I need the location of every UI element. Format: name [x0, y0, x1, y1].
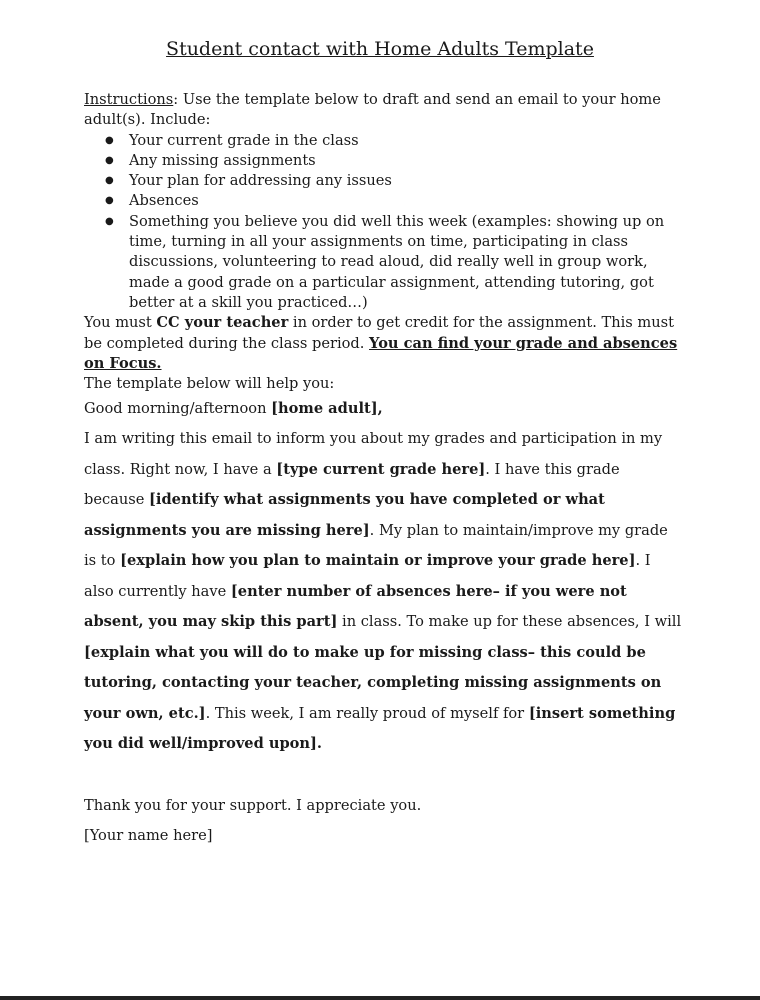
body-text-5: in class. To make up for these absences, I will — [337, 613, 682, 630]
document-title: Student contact with Home Adults Template — [166, 38, 594, 60]
email-greeting — [84, 394, 684, 424]
placeholder-absences: [enter number of absences here– if you were not absent, you may skip this part] — [84, 582, 627, 630]
email-signature: [Your name here] — [84, 826, 213, 844]
placeholder-makeup: [explain what you will do to make up for missing class– this could be tutoring, contacting your teacher, completing missing assignments on your own, etc.] — [84, 643, 662, 722]
cc-post-text: in order to get credit for the assignment. This must be completed during the class period. — [84, 314, 675, 352]
email-body-paragraph — [84, 424, 684, 760]
body-text-6: . This week, I am really proud of myself for — [205, 704, 529, 722]
placeholder-grade: [type current grade here] — [276, 460, 486, 478]
focus-note: You can find your grade and absences on Focus. — [84, 334, 678, 372]
bullet-item-did-well: ● Something you believe you did well this week (examples: showing up on time, turning in all your assignments on time, participating in class discussions, volunteering to read aloud, did really well in group work, made a good grade on a particular assignment, attending tutoring, got better at a skill you practiced…) — [129, 212, 684, 313]
cc-pre-text: You must — [84, 314, 157, 332]
bullet-item-absences: ● Absences — [129, 191, 684, 211]
body-text-4: . I also currently have — [84, 552, 651, 600]
placeholder-assignments: [identify what assignments you have completed or what assignments you are missing here] — [84, 491, 605, 539]
bullet-item-plan: ● Your plan for addressing any issues — [129, 171, 684, 191]
page-bottom-edge — [0, 996, 760, 1000]
cc-teacher-emphasis: CC your teacher — [156, 314, 289, 332]
paragraph-spacer — [84, 760, 684, 791]
body-text-1: I am writing this email to inform you about my grades and participation in my class. Right now, I have a — [84, 430, 663, 478]
placeholder-plan: [explain how you plan to maintain or improve your grade here] — [120, 552, 636, 569]
template-note: The template below will help you: — [84, 375, 335, 393]
body-text-3: . My plan to maintain/improve my grade is to — [84, 521, 668, 569]
instructions-intro-text: : Use the template below to draft and send an email to your home adult(s). Include: — [84, 91, 661, 129]
bullet-item-grade: ● Your current grade in the class — [129, 131, 684, 151]
placeholder-proud: [insert something you did well/improved upon]. — [84, 704, 676, 752]
instructions-label: Instructions — [84, 91, 174, 108]
instructions-bullet-list — [84, 131, 684, 314]
email-thanks: Thank you for your support. I appreciate you. — [84, 796, 422, 814]
greeting-text: Good morning/afternoon — [84, 400, 272, 417]
body-text-2: . I have this grade because — [84, 460, 620, 508]
instructions-intro — [84, 90, 684, 131]
instructions-section — [84, 90, 684, 394]
email-template — [84, 394, 684, 851]
cc-requirement — [84, 313, 684, 374]
bullet-item-missing: ● Any missing assignments — [129, 151, 684, 171]
greeting-placeholder: [home adult], — [271, 400, 383, 417]
